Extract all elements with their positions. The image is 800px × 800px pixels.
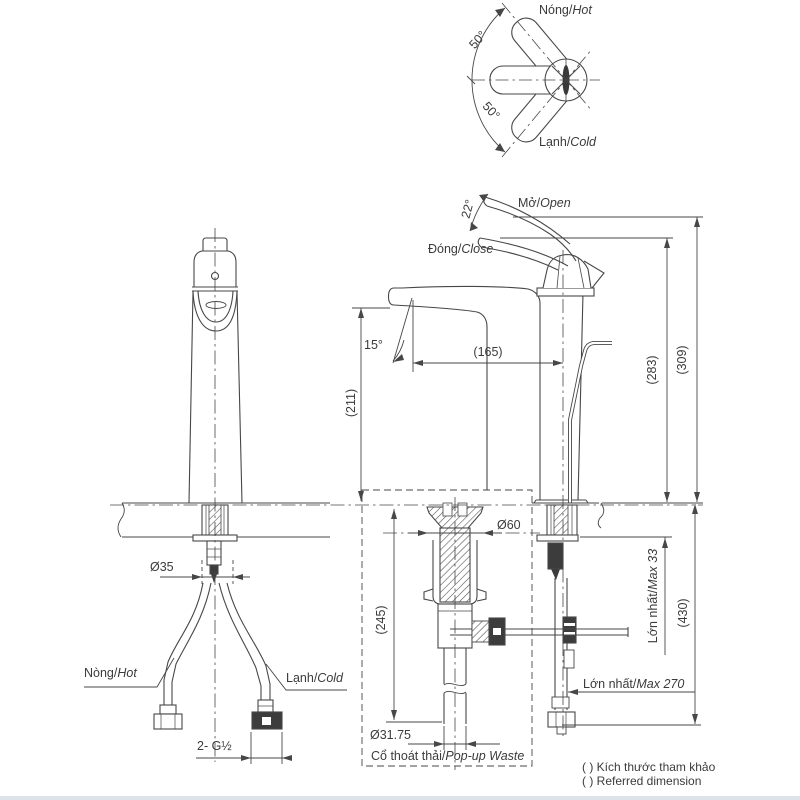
dim-shank-dia: Ø35 [150,560,174,574]
note-referred-dimension-vi: ( ) Kích thước tham khảo [582,760,716,774]
handle-swing-diagram [467,3,600,157]
label-cold-hose: Lạnh/Cold [286,671,344,685]
dim-below-deck-total: (430) [675,598,690,628]
bottom-border [0,796,800,800]
label-popup-waste: Cổ thoát thải/Pop-up Waste [371,749,525,763]
label-cold-top: Lạnh/Cold [539,135,597,149]
label-hot-hose: Nòng/Hot [84,666,137,680]
label-open: Mở/Open [518,196,571,210]
dim-popup-depth: (245) [373,605,388,635]
dim-spout-reach: (165) [473,344,503,359]
dim-hose-reach-max: Lớn nhất/Max 270 [583,677,685,691]
dim-hose-thread: 2- G½ [197,739,232,753]
dim-swing-down: 50° [479,99,503,123]
dim-height-close: (283) [644,355,659,385]
front-view [154,238,282,729]
dim-tail-dia: Ø31.75 [370,728,412,742]
side-view [389,197,613,734]
dim-height-open: (309) [674,345,689,375]
dim-lever-angle: 22° [458,198,478,220]
dim-swing-up: 50° [466,28,490,52]
dim-deck-thickness-max: Lớn nhất/Max 33 [645,548,660,644]
label-close: Đóng/Close [428,242,494,256]
dim-spout-height: (211) [343,388,358,418]
note-referred-dimension-en: ( ) Referred dimension [582,774,702,788]
counter-deck [118,503,614,537]
dim-spout-angle: 15° [364,338,383,352]
dim-flange-dia: Ø60 [497,518,521,532]
label-hot-top: Nóng/Hot [539,3,592,17]
